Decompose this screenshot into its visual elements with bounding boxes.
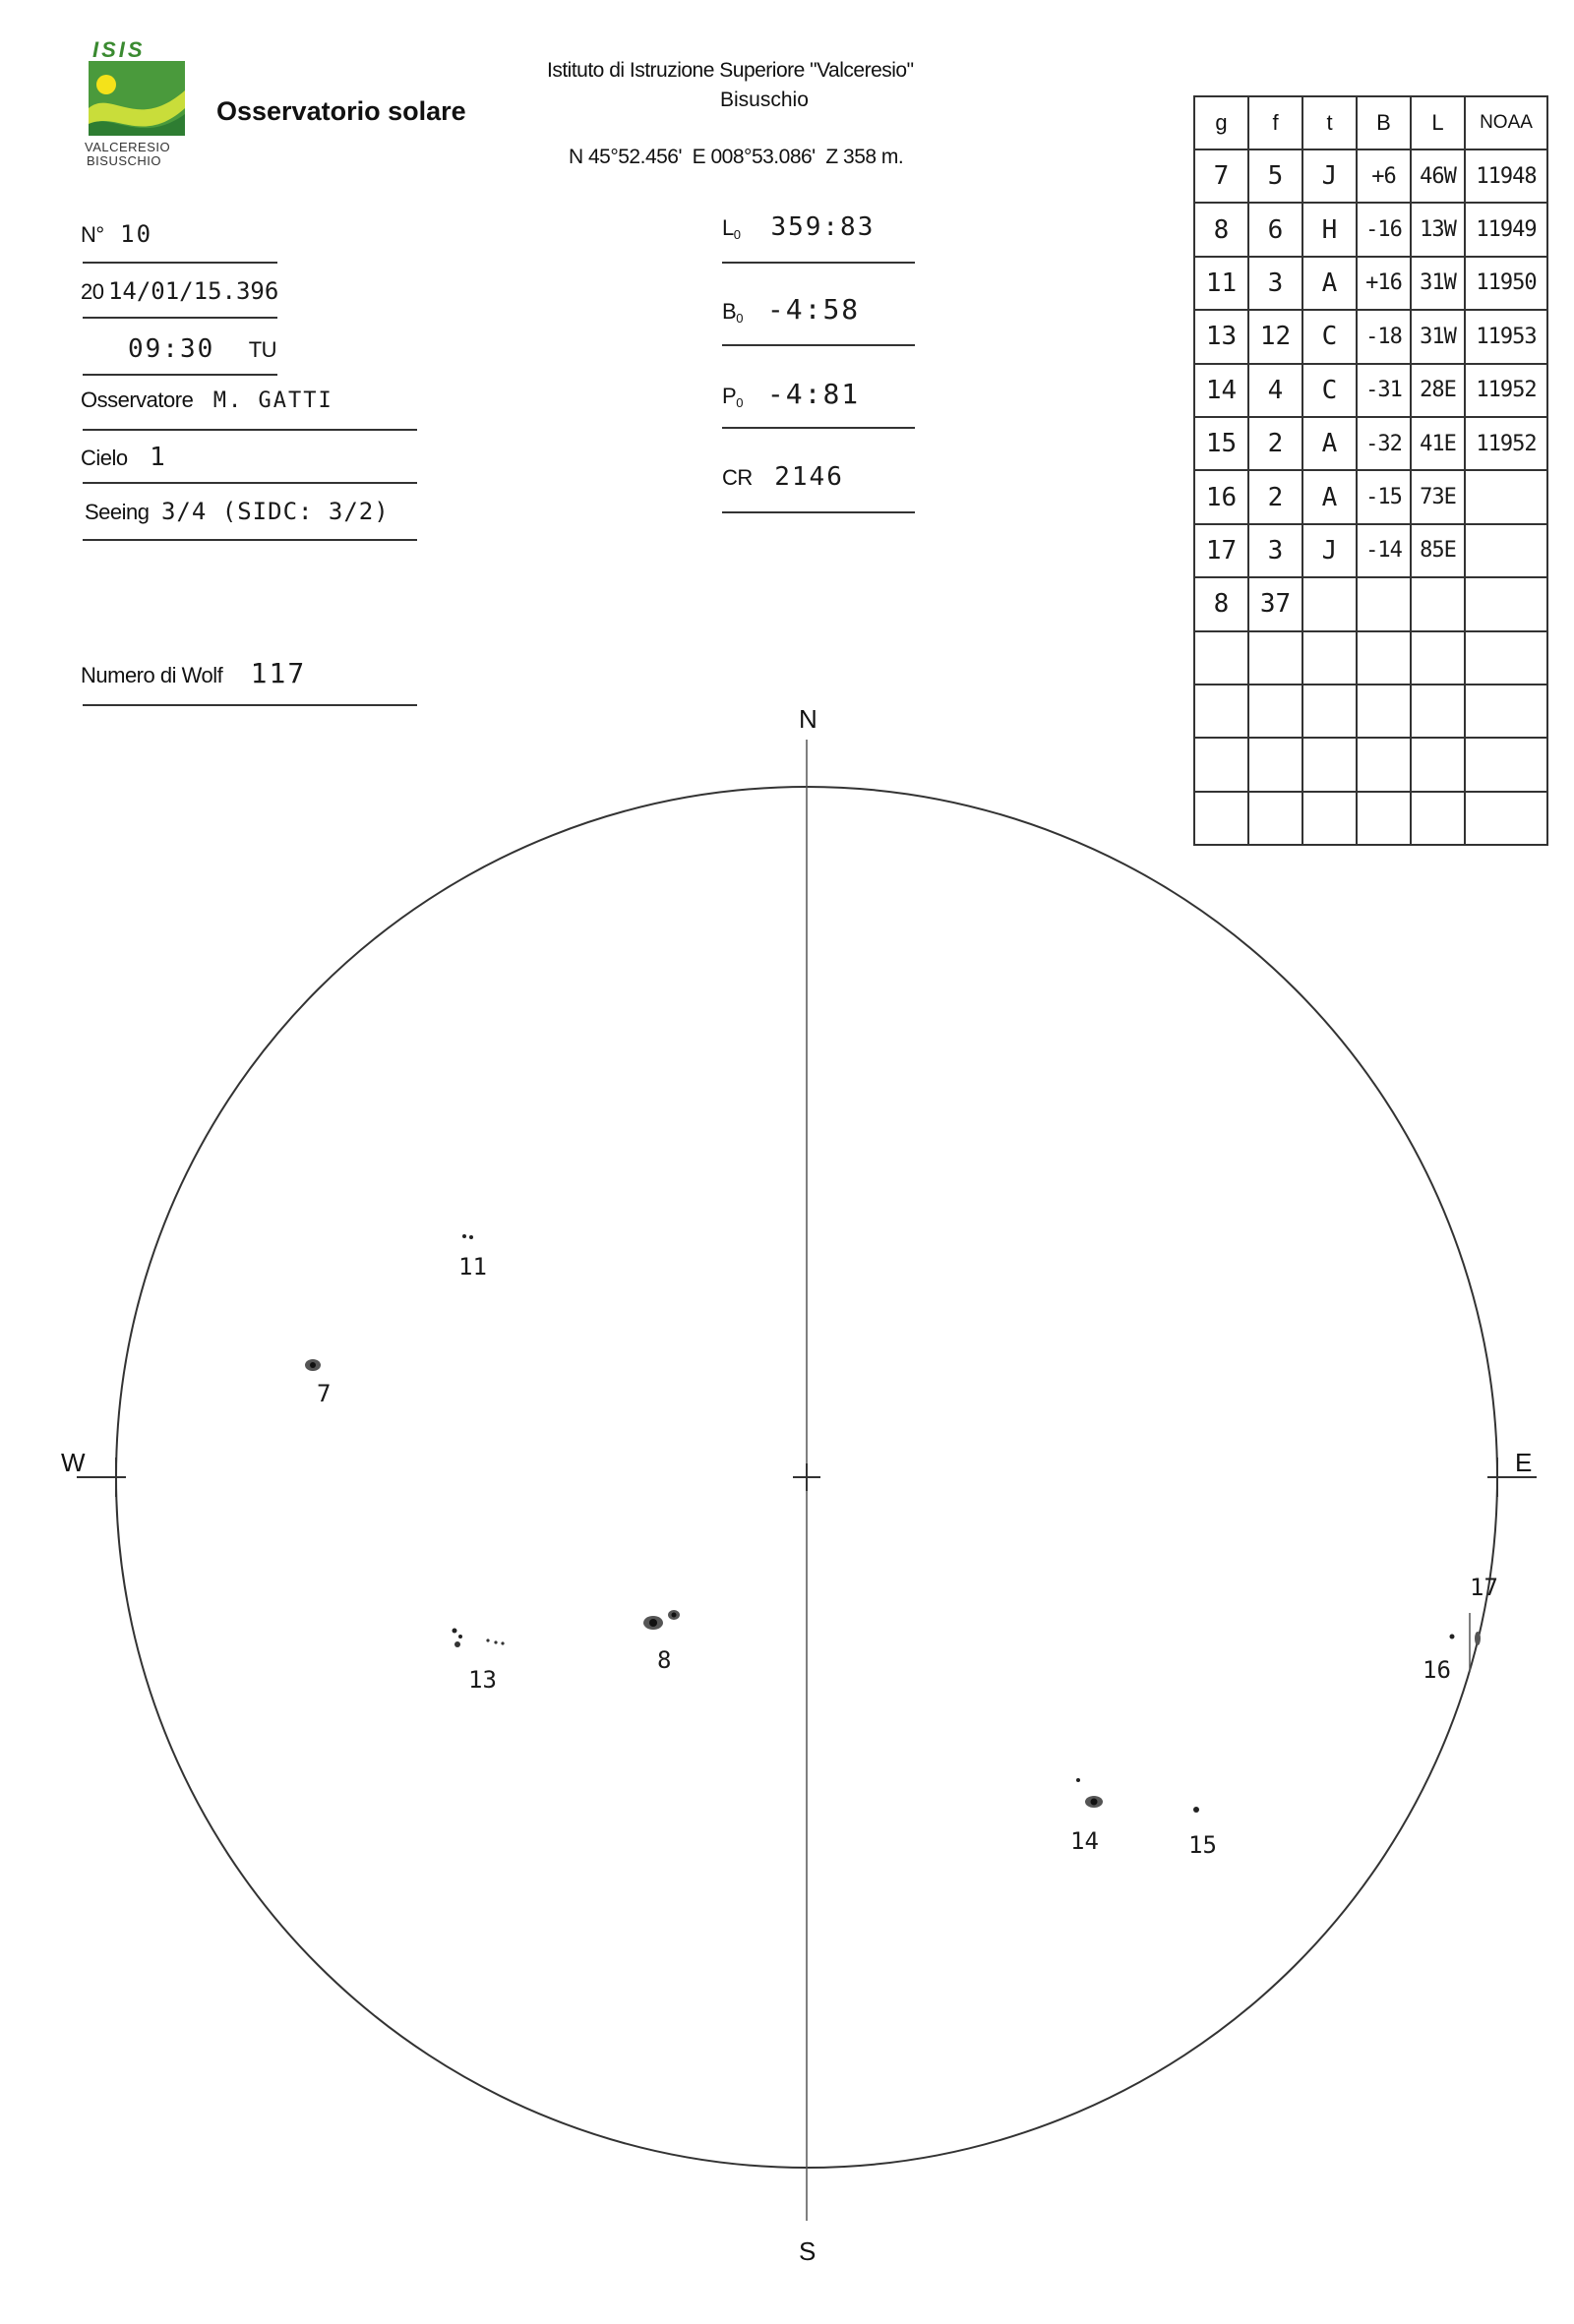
observer-value: M. GATTI: [212, 388, 333, 413]
cell-noaa: 11952: [1465, 364, 1547, 417]
seeing-value: 3/4 (SIDC: 3/2): [160, 498, 390, 525]
cell-b: +6: [1357, 149, 1411, 203]
cell-b: -32: [1357, 417, 1411, 470]
north-label: N: [799, 704, 817, 734]
cell-f: 12: [1248, 310, 1302, 363]
cell-t: A: [1302, 257, 1357, 310]
cell-g: 13: [1194, 310, 1248, 363]
wolf-label: Numero di Wolf: [81, 663, 223, 687]
cr-value: 2146: [774, 462, 844, 492]
cell-t: A: [1302, 417, 1357, 470]
spot-group-8: [643, 1610, 680, 1674]
solar-disk: [61, 704, 1537, 2266]
spot-group-16: [1423, 1635, 1455, 1685]
b0-label: B: [722, 299, 737, 324]
b0-value: -4:58: [766, 293, 861, 326]
cell-noaa: 11948: [1465, 149, 1547, 203]
south-label: S: [799, 2236, 817, 2266]
west-label: W: [61, 1448, 86, 1477]
cell-f: 2: [1248, 470, 1302, 523]
logo-top-text: ISIS: [92, 37, 146, 62]
cell-l: 73E: [1411, 470, 1465, 523]
group-label-15: 15: [1188, 1831, 1217, 1859]
logo-bottom-line1: VALCERESIO: [85, 140, 171, 154]
cell-t: J: [1302, 149, 1357, 203]
observer-label: Osservatore: [81, 387, 194, 412]
cell-f: 37: [1248, 577, 1302, 630]
cell-noaa: 11953: [1465, 310, 1547, 363]
p0-value: -4:81: [766, 378, 861, 410]
spot-group-13: [453, 1629, 505, 1695]
group-label-14: 14: [1070, 1827, 1099, 1855]
b0-sub: 0: [736, 311, 744, 327]
logo-bottom-line2: BISUSCHIO: [87, 153, 162, 168]
institute-line2: Bisuschio: [720, 89, 809, 111]
cell-t: J: [1302, 524, 1357, 577]
sky-value: 1: [150, 443, 167, 472]
group-label-8: 8: [657, 1646, 672, 1674]
cell-g: 16: [1194, 470, 1248, 523]
header-b: B: [1357, 96, 1411, 149]
cell-t: C: [1302, 310, 1357, 363]
time-value: 09:30: [128, 334, 215, 364]
cell-l: 46W: [1411, 149, 1465, 203]
cell-b: -15: [1357, 470, 1411, 523]
cell-l: 85E: [1411, 524, 1465, 577]
seeing-label: Seeing: [85, 500, 150, 524]
cell-g: 7: [1194, 149, 1248, 203]
cell-f: 3: [1248, 257, 1302, 310]
date-value: 14/01/15.396: [107, 277, 279, 305]
cell-g: 11: [1194, 257, 1248, 310]
observatory-title: Osservatorio solare: [216, 96, 466, 126]
cell-l: 28E: [1411, 364, 1465, 417]
cell-t: A: [1302, 470, 1357, 523]
cell-f: 3: [1248, 524, 1302, 577]
cell-l: 13W: [1411, 203, 1465, 256]
cell-b: -14: [1357, 524, 1411, 577]
cell-noaa: 11950: [1465, 257, 1547, 310]
number-label: N°: [81, 222, 104, 247]
group-label-7: 7: [317, 1380, 332, 1407]
cell-g: 17: [1194, 524, 1248, 577]
sky-label: Cielo: [81, 446, 128, 470]
site-coordinates: N 45°52.456' E 008°53.086' Z 358 m.: [569, 146, 904, 168]
header-f: f: [1248, 96, 1302, 149]
l0-sub: 0: [733, 227, 741, 243]
cell-l: 41E: [1411, 417, 1465, 470]
cell-b: -31: [1357, 364, 1411, 417]
cell-f: 6: [1248, 203, 1302, 256]
header-t: t: [1302, 96, 1357, 149]
cell-f: 5: [1248, 149, 1302, 203]
cell-g: 8: [1194, 203, 1248, 256]
time-unit: TU: [248, 337, 277, 362]
spot-group-11: [458, 1234, 487, 1281]
cr-label: CR: [722, 465, 753, 490]
spot-group-15: [1188, 1807, 1217, 1859]
group-label-16: 16: [1423, 1656, 1451, 1684]
institute-line1: Istituto di Istruzione Superiore "Valceresio": [547, 59, 914, 82]
group-label-11: 11: [458, 1253, 487, 1281]
cell-g: 8: [1194, 577, 1248, 630]
group-label-13: 13: [468, 1666, 497, 1694]
cell-l: 31W: [1411, 257, 1465, 310]
cell-b: +16: [1357, 257, 1411, 310]
cell-t: H: [1302, 203, 1357, 256]
cell-f: 4: [1248, 364, 1302, 417]
group-label-17: 17: [1470, 1574, 1498, 1601]
cell-g: 15: [1194, 417, 1248, 470]
cell-g: 14: [1194, 364, 1248, 417]
cell-noaa: 11952: [1465, 417, 1547, 470]
l0-value: 359:83: [770, 212, 876, 242]
p0-label: P: [722, 384, 737, 408]
cell-t: C: [1302, 364, 1357, 417]
header-g: g: [1194, 96, 1248, 149]
wolf-value: 117: [250, 657, 307, 689]
number-value: 10: [120, 220, 153, 248]
cell-b: -18: [1357, 310, 1411, 363]
spot-group-7: [305, 1359, 331, 1407]
east-label: E: [1515, 1448, 1533, 1477]
header-noaa: NOAA: [1465, 96, 1547, 149]
cell-b: -16: [1357, 203, 1411, 256]
l0-label: L: [722, 215, 734, 240]
cell-f: 2: [1248, 417, 1302, 470]
p0-sub: 0: [736, 395, 744, 411]
date-prefix: 20: [81, 279, 104, 304]
header-l: L: [1411, 96, 1465, 149]
cell-l: 31W: [1411, 310, 1465, 363]
spot-group-14: [1070, 1778, 1103, 1855]
cell-noaa: 11949: [1465, 203, 1547, 256]
